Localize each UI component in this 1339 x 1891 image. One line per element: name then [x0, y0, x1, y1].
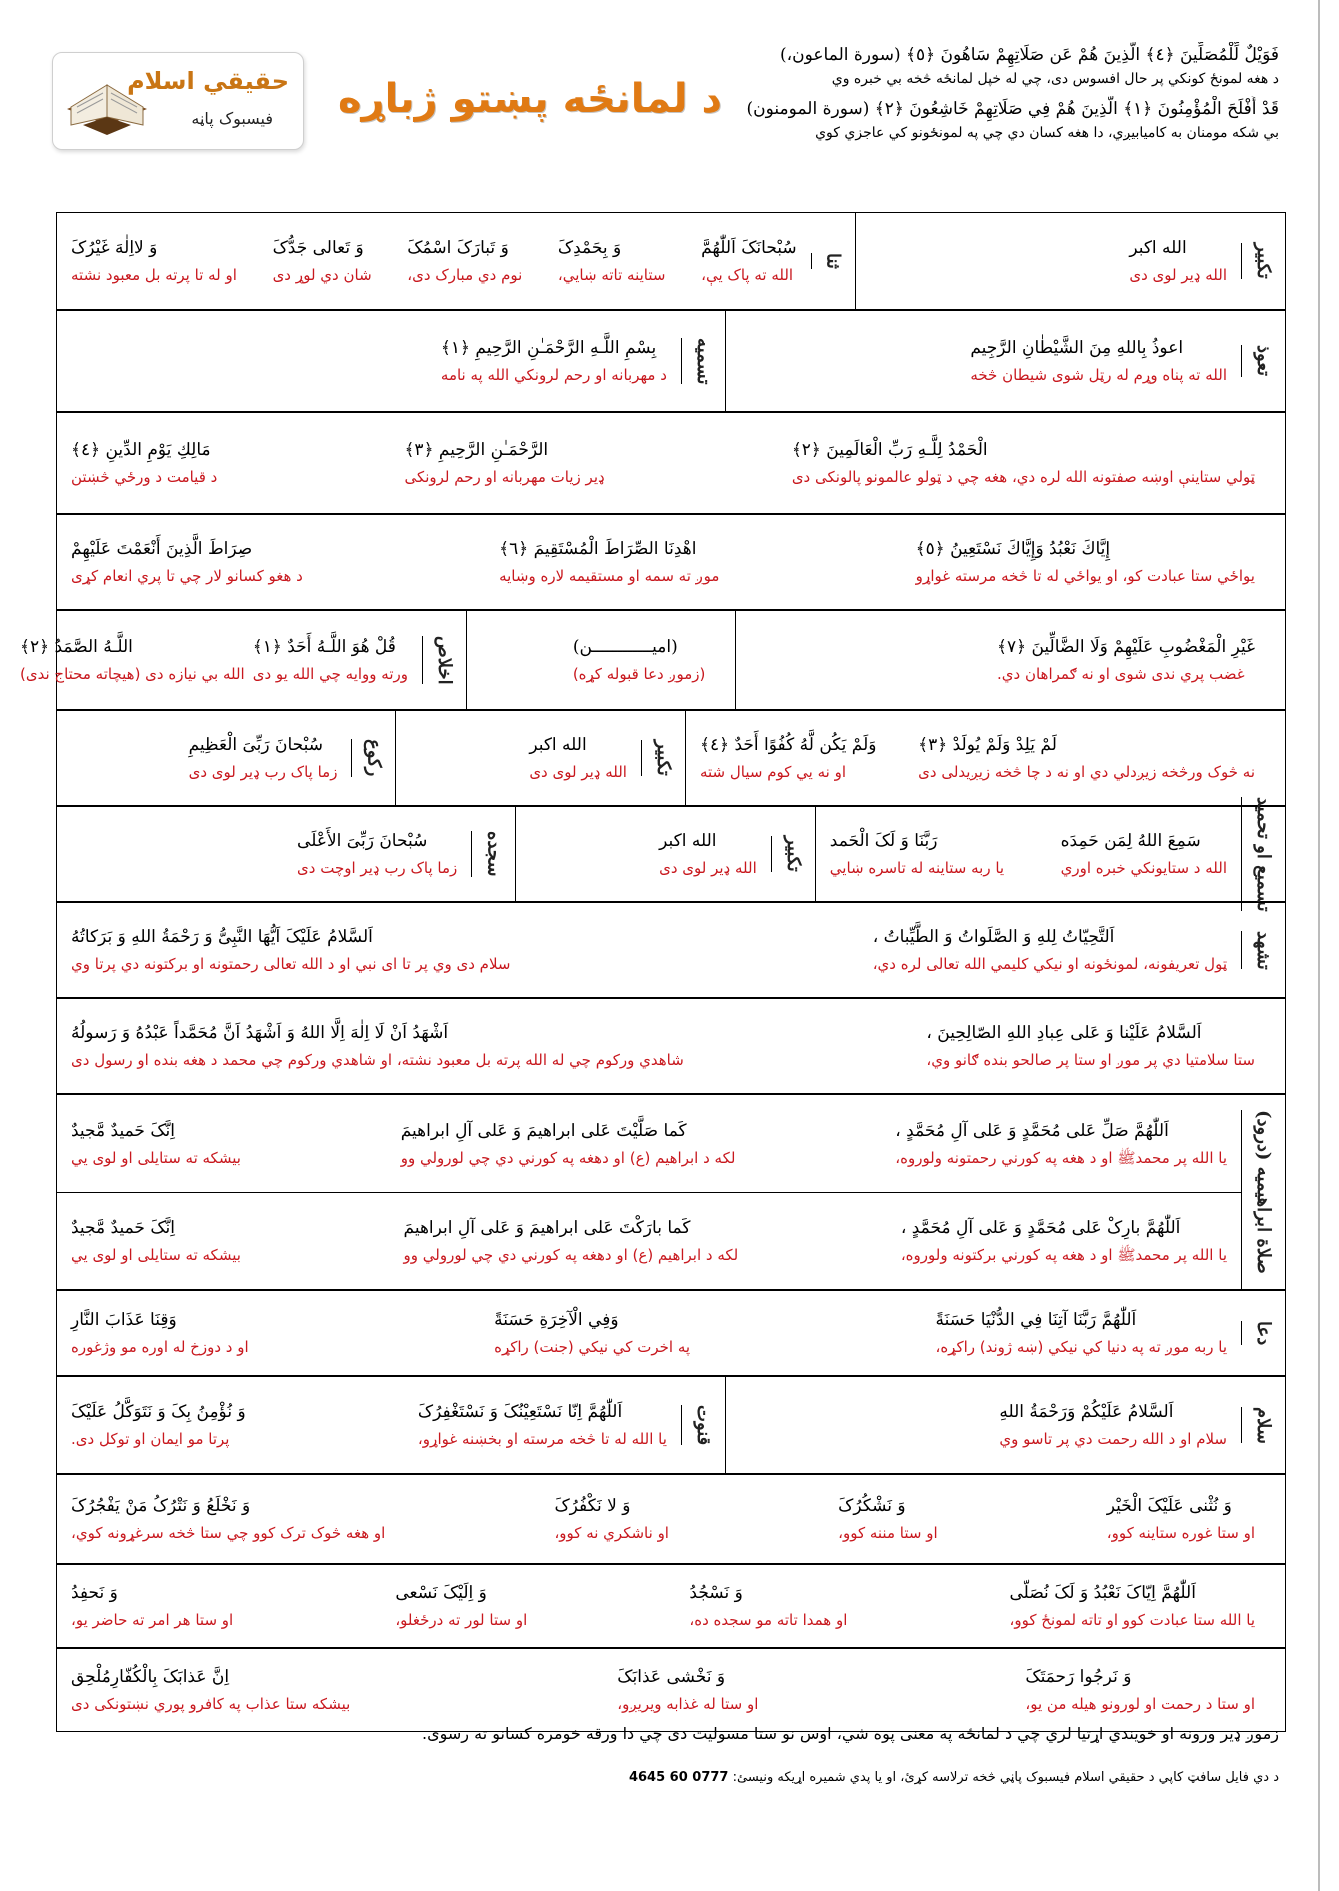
- pashto-translation: الله ته پناه وړم له رټل شوی شیطان څخه: [970, 366, 1227, 384]
- verse-segment: [788, 436, 1259, 490]
- arabic-text: الله اکبر: [1129, 238, 1187, 258]
- pashto-translation: بيشکه ته ستايلی او لوی يي: [71, 1246, 241, 1264]
- verse-segment: [931, 1306, 1231, 1360]
- verse-segment: [67, 535, 307, 589]
- section-label-text: تکبیر: [652, 740, 674, 776]
- arabic-text: وَ نَشْکُرُکَ: [838, 1496, 906, 1516]
- arabic-text: اَشْهَدُ اَنْ لَا اِلٰهَ اِلَّا اللهُ وَ اَشْهَدُ اَنَّ مُحَمَّداً عَبْدُهُ وَ رَسولُهُ: [71, 1023, 449, 1043]
- section-label: [681, 1405, 725, 1445]
- table-cell: [57, 711, 396, 805]
- table-row: [56, 1564, 1286, 1648]
- header-verse-translation: د هغه لمونځ کونکي پر حال افسوس دی، چي له خپل لمانځه څخه بي خبره وي: [831, 71, 1279, 87]
- table-cell: [856, 213, 1285, 309]
- cell-content: [856, 213, 1241, 309]
- table-row: [56, 796, 1286, 912]
- verse-segment: [1057, 827, 1231, 881]
- pashto-translation: پرتا مو ايمان او توکل دی.: [71, 1430, 230, 1448]
- cell-content: [57, 1291, 1241, 1375]
- arabic-text: الرَّحْمَـٰنِ الرَّحِيمِ ﴿٣﴾: [404, 440, 549, 460]
- arabic-text: سَمِعَ اللهُ لِمَن حَمِدَه: [1060, 831, 1201, 851]
- section-label-text: تکبیر: [782, 836, 804, 872]
- pashto-translation: او ستا د رحمت او لورونو هيله من يو،: [1025, 1695, 1255, 1713]
- arabic-text: الله اکبر: [529, 735, 587, 755]
- table-cell: [57, 1565, 1285, 1647]
- verse-segment: [400, 436, 608, 490]
- verse-segment: [685, 1579, 851, 1633]
- arabic-text: اَللّٰهُمَّ اِيّاکَ نَعْبُدُ وَ لَکَ نُصَلّی: [1009, 1583, 1196, 1603]
- arabic-text: وَ لااِلٰهَ غَيْرُکَ: [71, 238, 158, 258]
- cell-content: [816, 807, 1241, 901]
- section-label-text: اخلاص: [434, 635, 455, 685]
- section-label-text: سجده: [483, 831, 505, 877]
- pashto-translation: او همدا تاته مو سجده ده،: [689, 1611, 848, 1629]
- cell-content: [57, 1565, 1269, 1647]
- verse-segment: [525, 731, 631, 785]
- arabic-text: كَما بارَكْتَ عَلی ابراهيمَ وَ عَلی آلِ ابراهيمَ: [403, 1218, 691, 1238]
- arabic-text: وَ نَسْجُدُ: [689, 1583, 743, 1603]
- arabic-text: اَللّٰهُمَّ اِنّا نَسْتَعِيْنُکَ وَ نَسْتَغْفِرُکَ: [417, 1402, 623, 1422]
- arabic-text: غَيْرِ الْمَغْضُوبِ عَلَيْهِمْ وَلَا الضَّالِّينَ ﴿٧﴾: [997, 637, 1255, 657]
- table-cell: [57, 1193, 1241, 1289]
- verse-segment: [67, 1398, 250, 1452]
- arabic-text: كَما صَلَّيْتَ عَلی ابراهيمَ وَ عَلی آلِ ابراهيمَ: [400, 1121, 687, 1141]
- arabic-text: وَ نُؤْمِنُ بِکَ وَ نَتَوَکَّلُ عَلَيْکَ: [71, 1402, 246, 1422]
- table-row: [56, 212, 1286, 310]
- pashto-translation: موږ ته سمه او مستقیمه لاره وښایه: [499, 567, 720, 585]
- verse-segment: [414, 1398, 671, 1452]
- arabic-text: اَلسَّلامُ عَلَيْنا وَ عَلی عِبادِ اللهِ الصّالِحِينَ ،: [926, 1023, 1202, 1043]
- pashto-translation: او هغه څوک ترک کوو چي ستا څخه سرغړونه کوي،: [71, 1524, 386, 1542]
- verse-segment: [67, 923, 514, 977]
- verse-segment: [437, 334, 671, 388]
- section-label: [1241, 345, 1285, 376]
- section-label-text: صلاة ابراهیمیه (درود): [1253, 1110, 1274, 1274]
- arabic-text: وَ نُثْنی عَلَيْکَ الْخَيْر: [1106, 1496, 1232, 1516]
- table-row: [56, 902, 1286, 998]
- table-cell: [516, 807, 816, 901]
- header-verse-arabic: فَوَيْلٌ لِّلْمُصَلِّينَ ﴿٤﴾ الَّذِينَ هُمْ عَن صَلَاتِهِمْ سَاهُونَ ﴿٥﴾ (سورة الماعون،): [780, 45, 1279, 65]
- pashto-translation: غضب پري ندی شوی او نه ګمراهان دي.: [997, 665, 1245, 683]
- cell-content: [57, 213, 811, 309]
- pashto-translation: بيشکه ته ستايلی او لوی يي: [71, 1149, 241, 1167]
- pashto-translation: د هغو کسانو لار چي تا پري انعام کړی: [71, 567, 303, 585]
- verse-segment: [697, 234, 801, 288]
- verse-segment: [269, 234, 376, 288]
- section-label: [641, 740, 685, 776]
- section-label: [1241, 931, 1285, 970]
- cell-content: [57, 1649, 1269, 1731]
- pashto-translation: ټول تعريفونه، لمونځونه او نيکي کلیمي الله تعالی لره دي،: [872, 955, 1227, 973]
- pashto-translation: سلام دی وي پر تا ای نبي او د الله تعالی رحمتونه او برکتونه دي پرتا وي: [71, 955, 511, 973]
- verse-segment: [397, 1117, 740, 1171]
- table-row: [56, 1376, 1286, 1474]
- verse-segment: [67, 1117, 245, 1171]
- cell-content: [57, 1475, 1269, 1563]
- footer-note: زموږ ډير ورونه او خويندي اړتيا لري چي د لمانځه په معنی پوه شي، اوس نو ستا مسوليت دی چي دا ورقه خومره کسانو ته رسوی.: [422, 1724, 1279, 1743]
- pashto-translation: الله ته پاک یې،: [701, 266, 794, 284]
- arabic-text: اللَّـهُ الصَّمَدُ ﴿٢﴾: [19, 637, 133, 657]
- pashto-translation: او ستا مننه کوو،: [838, 1524, 938, 1542]
- logo-box: [52, 52, 304, 150]
- arabic-text: اِنَّکَ حَميدٌ مَّجيدٌ: [71, 1218, 176, 1238]
- arabic-text: وَقِنَا عَذَابَ النَّارِ: [71, 1310, 177, 1330]
- section-label: [1241, 1407, 1285, 1444]
- verse-segment: [249, 633, 412, 687]
- pashto-translation: په اخرت کي نيکي (جنت) راکړه: [494, 1338, 691, 1356]
- cell-content: [726, 1377, 1241, 1473]
- verse-segment: [826, 827, 1008, 881]
- arabic-text: اَلسَّلامُ عَلَيْکَ اَيُّهَا النَّبِیُّ وَ رَحْمَةُ اللهِ وَ بَرَکاتُهُ: [71, 927, 373, 947]
- cell-content: [726, 311, 1241, 411]
- verse-segment: [655, 827, 761, 881]
- cell-content: [57, 413, 1269, 513]
- verse-segment: [613, 1663, 762, 1717]
- cell-content: [57, 903, 1241, 997]
- verse-segment: [495, 535, 723, 589]
- pashto-translation: او ستا لور ته درځغلو،: [395, 1611, 528, 1629]
- section-label-text: تعوذ: [1253, 345, 1274, 377]
- arabic-text: اعوذُ بِاللهِ مِنَ الشَّيْطٰانِ الرَّجِيم: [970, 338, 1184, 358]
- pashto-translation: د قیامت د ورځي څښتن: [71, 468, 218, 486]
- pashto-translation: الله ډير لوی دی: [659, 859, 757, 877]
- arabic-text: لَمْ يَلِدْ وَلَمْ يُولَدْ ﴿٣﴾: [918, 735, 1057, 755]
- verse-segment: [1125, 234, 1231, 288]
- table-row: [56, 1192, 1242, 1290]
- cell-content: [6, 611, 422, 709]
- pashto-translation: او ناشکري نه کوو،: [554, 1524, 669, 1542]
- verse-segment: [67, 1019, 688, 1073]
- arabic-text: اَلتَّحِيّاتُ لِلهِ وَ الصَّلَواتُ وَ الطَّيِّباتُ ،: [872, 927, 1115, 947]
- page-edge: [1318, 0, 1320, 1891]
- table-row: [19, 610, 1286, 710]
- table-cell: [57, 1649, 1285, 1731]
- arabic-text: وَ نَرجُوا رَحمَتَکَ: [1025, 1667, 1132, 1687]
- verse-segment: [834, 1492, 942, 1546]
- verse-segment: [869, 923, 1231, 977]
- cell-content: [736, 611, 1269, 709]
- arabic-text: إِيَّاكَ نَعْبُدُ وَإِيَّاكَ نَسْتَعِينُ ﴿٥﴾: [915, 539, 1111, 559]
- cell-content: [57, 515, 1269, 609]
- pashto-translation: او د دوزخ له اوره مو وژغوره: [71, 1338, 249, 1356]
- cell-content: [57, 311, 681, 411]
- pashto-translation: ستاینه تاته ښایي،: [557, 266, 666, 284]
- section-label: [422, 636, 466, 685]
- table-cell: [57, 807, 516, 901]
- verse-segment: [67, 1579, 237, 1633]
- table-cell: [57, 515, 1285, 609]
- table-row: [56, 310, 1286, 412]
- verse-segment: [67, 234, 241, 288]
- arabic-text: قُلْ هُوَ اللَّـهُ أَحَدٌ ﴿١﴾: [252, 637, 396, 657]
- verse-segment: [897, 1214, 1231, 1268]
- footer-credit-text: د دي فايل سافټ کاپي د حقيقي اسلام فيسبوک پاڼي څخه ترلاسه کړئ، او يا پدي شميره اړيکه ونيسئ:: [732, 1770, 1279, 1785]
- cell-content: [467, 611, 719, 709]
- pashto-translation: او ستا غوره ستاينه کوو،: [1106, 1524, 1255, 1542]
- table-row: [56, 998, 1286, 1094]
- arabic-text: وَ نَخْشی عَذابَکَ: [617, 1667, 726, 1687]
- verse-segment: [67, 1214, 245, 1268]
- table-row: [56, 412, 1286, 514]
- arabic-text: وَ نَحفِدُ: [71, 1583, 118, 1603]
- pashto-translation: الله ډير لوی دی: [1129, 266, 1227, 284]
- table-cell: [57, 311, 726, 411]
- pashto-translation: د مهربانه او رحم لرونکي الله په نامه: [440, 366, 667, 384]
- arabic-text: اَللّٰهُمَّ رَبَّنَا آتِنَا فِي الدُّنْيَا حَسَنَةً: [935, 1310, 1137, 1330]
- cell-content: [686, 711, 1269, 805]
- verse-segment: [966, 334, 1231, 388]
- section-label: [681, 338, 725, 385]
- pashto-translation: لکه د ابراهيم (ع) او دهغه په کورني دي چي لورولي وو: [403, 1246, 739, 1264]
- verse-segment: [891, 1117, 1231, 1171]
- pashto-translation: يا ربه موږ ته په دنيا کي نيکي (ښه ژوند) راکړه،: [935, 1338, 1227, 1356]
- pashto-translation: یواځي ستا عبادت کو، او یواځي له تا څخه مرسته غواړو: [915, 567, 1255, 585]
- arabic-text: سُبْحانَ رَبِّیَ الْعَظِيمِ: [188, 735, 324, 755]
- arabic-text: صِرَاطَ الَّذِينَ أَنْعَمْتَ عَلَيْهِمْ: [71, 539, 253, 559]
- table-row: [56, 1474, 1286, 1564]
- table-cell: [57, 413, 1285, 513]
- logo-title: حقيقي اسلام: [127, 67, 289, 95]
- pashto-translation: او ستا له غذابه ويريږو،: [617, 1695, 759, 1713]
- pashto-translation: نوم دي مبارک دی،: [407, 266, 523, 284]
- arabic-text: (امیــــــــــــن): [572, 637, 678, 657]
- section-label: [351, 739, 395, 776]
- section-label-text: تسمیع او تحمید: [1253, 796, 1274, 912]
- arabic-text: سُبْحانَکَ اَللّٰهُمَّ: [701, 238, 797, 258]
- header-verse-translation: بي شکه مومنان به کامیابیږي، دا هغه کسان دي چي په لمونځونو کي عاجزي کوي: [815, 125, 1279, 141]
- arabic-text: اِنَّکَ حَميدٌ مَّجيدٌ: [71, 1121, 176, 1141]
- verse-segment: [67, 1663, 354, 1717]
- section-label-text: قنوت: [692, 1404, 714, 1446]
- pashto-translation: او له تا پرته بل معبود نشته: [71, 266, 237, 284]
- table-cell: [396, 711, 686, 805]
- pashto-translation: او نه يي کوم سيال شته: [699, 763, 847, 781]
- verse-segment: [1103, 1492, 1259, 1546]
- arabic-text: سُبْحانَ رَبِّیَ الأَعْلَی: [297, 831, 428, 851]
- table-row: [56, 1648, 1286, 1732]
- table-cell: [57, 1475, 1285, 1563]
- verse-segment: [1021, 1663, 1259, 1717]
- table-cell: [57, 213, 856, 309]
- section-label: [1241, 1321, 1285, 1345]
- table-cell: [57, 999, 1285, 1093]
- pashto-translation: ډير زيات مهربانه او رحم لرونکی: [404, 468, 605, 486]
- arabic-text: الْحَمْدُ لِلَّـهِ رَبِّ الْعَالَمِينَ ﴿٢﴾: [791, 440, 988, 460]
- arabic-text: وَلَمْ يَكُن لَّهُ كُفُوًا أَحَدٌ ﴿٤﴾: [699, 735, 877, 755]
- cell-content: [57, 1193, 1241, 1289]
- pashto-translation: سلام او د الله رحمت دي پر تاسو وي: [999, 1430, 1227, 1448]
- table-cell: [57, 1291, 1285, 1375]
- verse-segment: [554, 234, 670, 288]
- pashto-translation: يا الله له تا څخه مرسته او بخښنه غواړو،: [417, 1430, 667, 1448]
- cell-content: [57, 999, 1269, 1093]
- table-cell: [816, 796, 1285, 912]
- verse-segment: [912, 535, 1259, 589]
- pashto-translation: لکه د ابراهيم (ع) او دهغه په کورني دي چي لورولي وو: [400, 1149, 736, 1167]
- pashto-translation: ستا سلامتيا دي پر موږ او ستا پر صالحو بنده ګانو وي،: [926, 1051, 1255, 1069]
- verse-segment: [922, 1019, 1259, 1073]
- table-row: [56, 710, 1286, 806]
- verse-segment: [67, 436, 221, 490]
- arabic-text: مَالِكِ يَوْمِ الدِّينِ ﴿٤﴾: [71, 440, 211, 460]
- table-cell: [736, 611, 1285, 709]
- pashto-translation: شان دي لوړ دی: [272, 266, 372, 284]
- cell-content: [57, 1377, 681, 1473]
- header-verses: [699, 42, 1279, 150]
- table-cell: [726, 311, 1285, 411]
- pashto-translation: ورته ووايه چي الله يو دی: [252, 665, 408, 683]
- arabic-text: بِسْمِ اللَّـهِ الرَّحْمَـٰنِ الرَّحِيمِ ﴿١﴾: [440, 338, 657, 358]
- page-title: د لمانځه پښتو ژباړه: [337, 76, 723, 122]
- header-verse-arabic: قَدْ أَفْلَحَ الْمُؤْمِنُونَ ﴿١﴾ الَّذِينَ هُمْ فِي صَلَاتِهِمْ خَاشِعُونَ ﴿٢﴾ (سورة المومنون): [746, 99, 1279, 119]
- arabic-text: اَلسَّلامُ عَلَيْکُمْ وَرَحْمَةُ اللهِ: [999, 1402, 1174, 1422]
- section-label: [471, 831, 515, 877]
- verse-segment: [993, 633, 1259, 687]
- pashto-translation: الله ډير لوی دی: [529, 763, 627, 781]
- cell-content: [57, 711, 351, 805]
- verse-segment: [995, 1398, 1231, 1452]
- verse-segment: [185, 731, 342, 785]
- verse-segment: [569, 633, 710, 687]
- section-label-text: سلام: [1253, 1406, 1274, 1444]
- pashto-translation: نه څوک ورڅخه زيږدلي دي او نه د چا څخه زيږيدلی دی: [918, 763, 1255, 781]
- section-label-text: دعا: [1253, 1320, 1274, 1346]
- verse-segment: [403, 234, 526, 288]
- pashto-translation: يا الله پر محمدﷺ او د هغه په کورني رحمتونه ولوروه،: [895, 1149, 1227, 1167]
- verse-segment: [16, 633, 249, 687]
- cell-content: [57, 807, 471, 901]
- verse-segment: [400, 1214, 743, 1268]
- pashto-translation: زما پاک رب ډير اوچت دی: [297, 859, 458, 877]
- pashto-translation: الله بي نيازه دی (هيچاته محتاج ندی): [19, 665, 245, 683]
- section-label: [1241, 797, 1285, 912]
- arabic-text: وَ نَخْلَعُ وَ نَتْرُکُ مَنْ يَفْجُرُکَ: [71, 1496, 251, 1516]
- pashto-translation: شاهدي ورکوم چي له الله پرته بل معبود نشته، او شاهدي ورکوم چي محمد د هغه بنده او رسول دی: [71, 1051, 684, 1069]
- cell-content: [396, 711, 641, 805]
- pashto-translation: يا الله پر محمدﷺ او د هغه په کورني برکتونه ولوروه،: [900, 1246, 1227, 1264]
- arabic-text: وَ تَعالی جَدُّکَ: [272, 238, 364, 258]
- arabic-text: الله اکبر: [659, 831, 717, 851]
- pashto-translation: او ستا هر امر ته حاضر يو،: [71, 1611, 234, 1629]
- pashto-translation: (زموږ دعا قبوله کړه): [572, 665, 706, 683]
- section-label-text: تشهد: [1253, 930, 1274, 970]
- arabic-text: اِنَّ عَذابَکَ بِالْکُفّارِمُلْحِق: [71, 1667, 230, 1687]
- verse-segment: [550, 1492, 673, 1546]
- arabic-text: وَ اِلَيْکَ نَسْعی: [395, 1583, 487, 1603]
- section-label-text: ثنا: [822, 253, 844, 269]
- verse-segment: [696, 731, 881, 785]
- arabic-text: رَبَّنَا وَ لَکَ الْحَمد: [829, 831, 938, 851]
- arabic-text: وَ بِحَمْدِکَ: [557, 238, 622, 258]
- pashto-translation: يا ربه ستاينه له تاسره ښايي: [829, 859, 1005, 877]
- verse-segment: [293, 827, 461, 881]
- arabic-text: وَفِي الْآخِرَةِ حَسَنَةً: [494, 1310, 619, 1330]
- arabic-text: اهْدِنَا الصِّرَاطَ الْمُسْتَقِيمَ ﴿٦﴾: [499, 539, 697, 559]
- table-cell: [726, 1377, 1285, 1473]
- table-cell: [467, 611, 736, 709]
- section-label-text: تکبیر: [1253, 243, 1274, 279]
- verse-segment: [914, 731, 1259, 785]
- verse-segment: [67, 1306, 253, 1360]
- footer-phone: 0777 60 4645: [628, 1770, 729, 1785]
- table-row: [56, 1290, 1286, 1376]
- table-row: [56, 514, 1286, 610]
- section-label: [771, 836, 815, 872]
- section-label-text: رکوع: [363, 739, 385, 777]
- section-label: [811, 253, 855, 269]
- cell-content: [57, 1095, 1241, 1193]
- arabic-text: اَللّٰهُمَّ صَلِّ عَلی مُحَمَّدٍ وَ عَلی آلِ مُحَمَّدٍ ،: [895, 1121, 1169, 1141]
- pashto-translation: يا الله ستا عبادت کوو او تاته لمونځ کوو،: [1009, 1611, 1255, 1629]
- arabic-text: اَللّٰهُمَّ بارِکْ عَلی مُحَمَّدٍ وَ عَلی آلِ مُحَمَّدٍ ،: [900, 1218, 1181, 1238]
- pashto-translation: الله د ستايونکي خبره اوري: [1060, 859, 1227, 877]
- logo-subtitle: فيسبوک پاڼه: [191, 109, 273, 128]
- section-label-text: تسمیه: [692, 337, 714, 385]
- verse-segment: [490, 1306, 694, 1360]
- table-cell: [57, 903, 1285, 997]
- verse-segment: [1006, 1579, 1259, 1633]
- section-label: [1241, 243, 1285, 279]
- pashto-translation: زما پاک رب ډير لوی دی: [188, 763, 338, 781]
- verse-segment: [391, 1579, 531, 1633]
- arabic-text: وَ لا نَکْفُرُکَ: [554, 1496, 631, 1516]
- table-cell: [686, 711, 1285, 805]
- pashto-translation: بيشکه ستا عذاب په کافرو پوري نښتونکی دی: [71, 1695, 351, 1713]
- cell-content: [516, 807, 771, 901]
- footer-credit: [629, 1770, 1279, 1785]
- pashto-translation: ټولي ستاینې اوښه صفتونه الله لره دي، هغه چي د ټولو عالمونو پالونکی دی: [791, 468, 1255, 486]
- section-label: [1241, 1110, 1285, 1274]
- verse-segment: [67, 1492, 389, 1546]
- arabic-text: وَ تَبارَکَ اسْمُکَ: [407, 238, 509, 258]
- table-cell: [57, 1377, 726, 1473]
- table-cell: [19, 611, 467, 709]
